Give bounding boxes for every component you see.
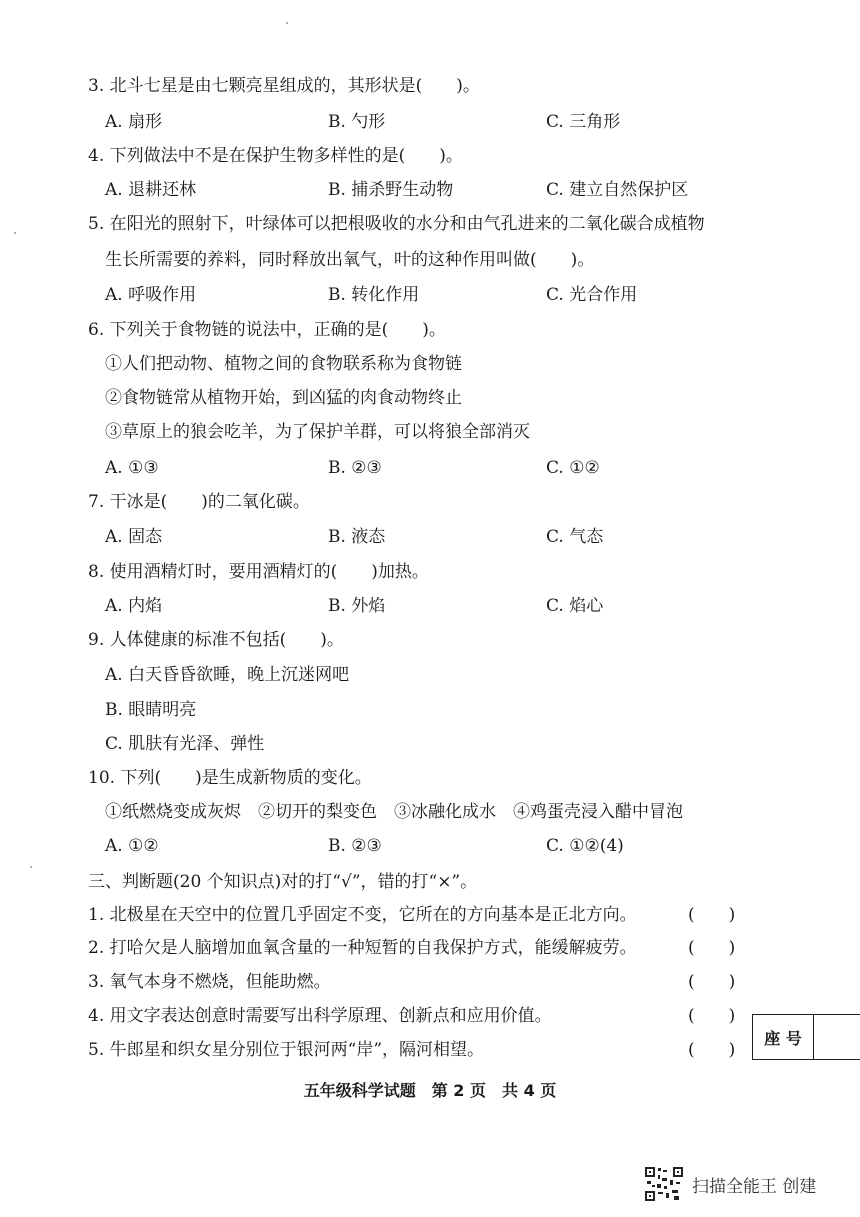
q9-option-c: C. 肌肤有光泽、弹性	[105, 734, 265, 754]
question-6: 6. 下列关于食物链的说法中，正确的是( )。	[88, 320, 446, 340]
judge-5: 5. 牛郎星和织女星分别位于银河两“岸”，隔河相望。	[88, 1040, 485, 1060]
q4-option-a: A. 退耕还林	[105, 180, 197, 200]
judge-4: 4. 用文字表达创意时需要写出科学原理、创新点和应用价值。	[88, 1006, 552, 1026]
question-10: 10. 下列( )是生成新物质的变化。	[88, 768, 372, 788]
q3-option-a: A. 扇形	[105, 112, 163, 132]
q10-option-b: B. ②③	[328, 836, 382, 856]
judge-2-answer: ( )	[688, 938, 736, 958]
q5-option-c: C. 光合作用	[546, 285, 638, 305]
q6-statement-2: ②食物链常从植物开始，到凶猛的肉食动物终止	[105, 388, 462, 408]
q7-option-a: A. 固态	[105, 527, 163, 547]
scan-speck	[30, 866, 32, 868]
scan-speck	[14, 232, 16, 234]
q4-option-c: C. 建立自然保护区	[546, 180, 689, 200]
qr-code-icon	[644, 1166, 684, 1202]
q10-option-c: C. ①②(4)	[546, 836, 624, 856]
q6-option-c: C. ①②	[546, 458, 600, 478]
section-3-title: 三、判断题(20 个知识点)对的打“√”，错的打“×”。	[88, 872, 478, 892]
q8-option-c: C. 焰心	[546, 596, 604, 616]
q7-option-c: C. 气态	[546, 527, 604, 547]
q4-option-b: B. 捕杀野生动物	[328, 180, 454, 200]
seat-number-value	[814, 1015, 860, 1059]
q10-items: ①纸燃烧变成灰烬 ②切开的梨变色 ③冰融化成水 ④鸡蛋壳浸入醋中冒泡	[105, 802, 683, 822]
question-8: 8. 使用酒精灯时，要用酒精灯的( )加热。	[88, 562, 429, 582]
q5-option-a: A. 呼吸作用	[105, 285, 197, 305]
seat-number-label: 座 号	[753, 1015, 814, 1059]
q10-option-a: A. ①②	[105, 836, 159, 856]
question-9: 9. 人体健康的标准不包括( )。	[88, 630, 344, 650]
q8-option-b: B. 外焰	[328, 596, 386, 616]
question-3: 3. 北斗七星是由七颗亮星组成的，其形状是( )。	[88, 76, 480, 96]
judge-1: 1. 北极星在天空中的位置几乎固定不变，它所在的方向基本是正北方向。	[88, 905, 637, 925]
question-4: 4. 下列做法中不是在保护生物多样性的是( )。	[88, 146, 463, 166]
q6-option-a: A. ①③	[105, 458, 159, 478]
judge-3: 3. 氧气本身不燃烧，但能助燃。	[88, 972, 331, 992]
q6-statement-1: ①人们把动物、植物之间的食物联系称为食物链	[105, 354, 462, 374]
q3-option-c: C. 三角形	[546, 112, 621, 132]
judge-1-answer: ( )	[688, 905, 736, 925]
scanner-watermark	[644, 1166, 816, 1202]
q6-option-b: B. ②③	[328, 458, 382, 478]
q3-option-b: B. 勺形	[328, 112, 386, 132]
q9-option-b: B. 眼睛明亮	[105, 700, 197, 720]
judge-5-answer: ( )	[688, 1040, 736, 1060]
judge-2: 2. 打哈欠是人脑增加血氧含量的一种短暂的自我保护方式，能缓解疲劳。	[88, 938, 637, 958]
question-7: 7. 干冰是( )的二氧化碳。	[88, 492, 310, 512]
seat-number-box	[752, 1014, 860, 1060]
question-5-line2: 生长所需要的养料，同时释放出氧气，叶的这种作用叫做( )。	[105, 250, 595, 270]
judge-4-answer: ( )	[688, 1006, 736, 1026]
q6-statement-3: ③草原上的狼会吃羊，为了保护羊群，可以将狼全部消灭	[105, 422, 530, 442]
judge-3-answer: ( )	[688, 972, 736, 992]
q8-option-a: A. 内焰	[105, 596, 163, 616]
page-footer: 五年级科学试题 第 2 页 共 4 页	[303, 1081, 557, 1100]
question-5-line1: 5. 在阳光的照射下，叶绿体可以把根吸收的水分和由气孔进来的二氧化碳合成植物	[88, 214, 705, 234]
watermark-text: 扫描全能王 创建	[692, 1176, 817, 1197]
q9-option-a: A. 白天昏昏欲睡，晚上沉迷网吧	[105, 665, 350, 685]
q5-option-b: B. 转化作用	[328, 285, 420, 305]
q7-option-b: B. 液态	[328, 527, 386, 547]
scan-speck	[286, 22, 288, 24]
